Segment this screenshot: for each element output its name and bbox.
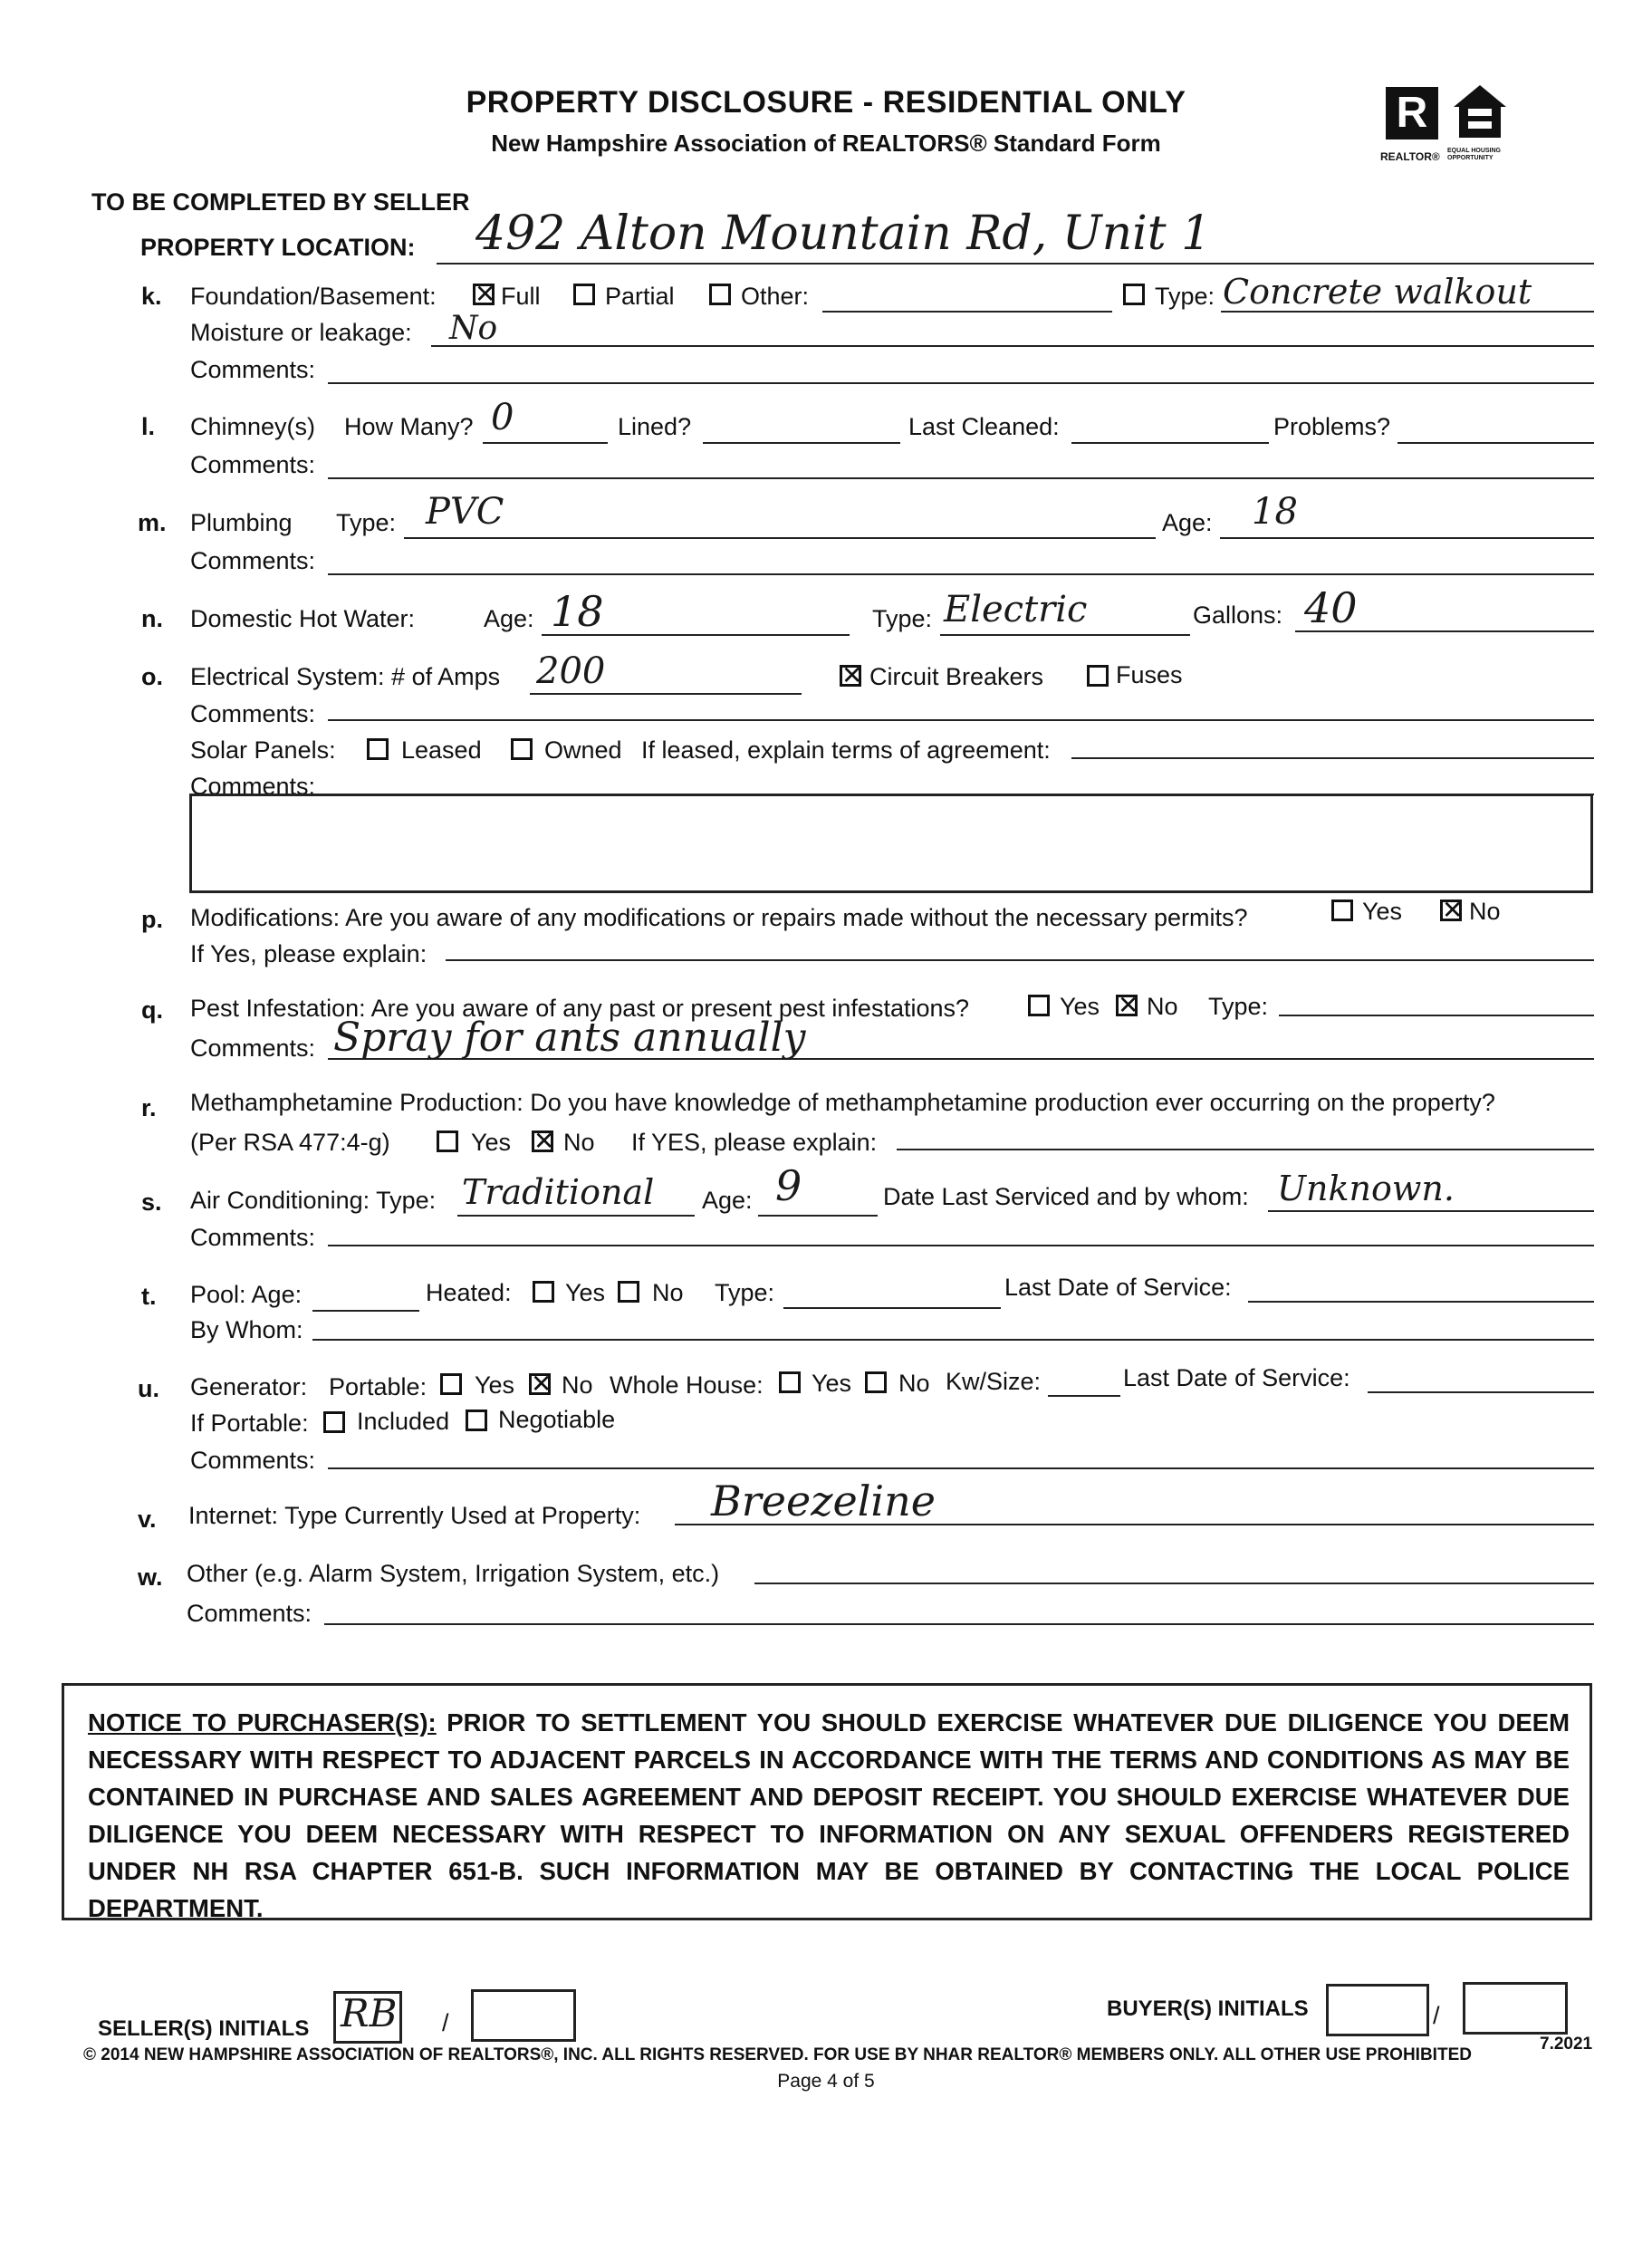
foundation-other-checkbox[interactable] xyxy=(709,284,731,305)
item-l-letter: l. xyxy=(141,413,156,440)
item-u-letter: u. xyxy=(138,1375,159,1402)
item-m-letter: m. xyxy=(138,509,167,536)
foundation-comments-label: Comments: xyxy=(190,356,316,383)
equal-housing-label: EQUAL HOUSING OPPORTUNITY xyxy=(1447,148,1501,161)
foundation-other-label: Other: xyxy=(741,283,810,310)
plumbing-age-value[interactable]: 18 xyxy=(1252,491,1298,533)
modifications-explain-label: If Yes, please explain: xyxy=(190,940,427,967)
chimney-how-many-value[interactable]: 0 xyxy=(491,397,514,438)
hot-water-age-value[interactable]: 18 xyxy=(551,587,604,636)
item-q-letter: q. xyxy=(141,996,163,1024)
generator-label: Generator: xyxy=(190,1373,308,1400)
pest-comments-value[interactable]: Spray for ants annually xyxy=(333,1015,806,1061)
solar-owned-label: Owned xyxy=(544,736,622,764)
hot-water-label: Domestic Hot Water: xyxy=(190,605,416,632)
property-location-value[interactable]: 492 Alton Mountain Rd, Unit 1 xyxy=(475,207,1212,261)
pest-comments-label: Comments: xyxy=(190,1034,316,1062)
generator-portable-no-checkbox[interactable] xyxy=(529,1373,551,1395)
pool-heated-yes-label: Yes xyxy=(565,1279,606,1306)
pest-no-checkbox[interactable] xyxy=(1116,995,1138,1016)
solar-label: Solar Panels: xyxy=(190,736,336,764)
item-t-letter: t. xyxy=(141,1283,157,1310)
moisture-label: Moisture or leakage: xyxy=(190,319,412,346)
meth-rsa-label: (Per RSA 477:4-g) xyxy=(190,1129,390,1156)
seller-initials-box-2[interactable] xyxy=(471,1989,576,2042)
buyer-initials-slash: / xyxy=(1433,2002,1440,2029)
modifications-no-label: No xyxy=(1469,898,1501,925)
solar-leased-terms-label: If leased, explain terms of agreement: xyxy=(641,736,1051,764)
other-label: Other (e.g. Alarm System, Irrigation System, etc.) xyxy=(187,1560,720,1587)
pool-heated-yes-checkbox[interactable] xyxy=(533,1281,554,1303)
modifications-yes-checkbox[interactable] xyxy=(1331,900,1353,921)
meth-yes-label: Yes xyxy=(471,1129,512,1156)
plumbing-label: Plumbing xyxy=(190,509,293,536)
seller-initials-slash: / xyxy=(442,2009,449,2036)
ac-age-label: Age: xyxy=(702,1187,753,1214)
foundation-type-label: Type: xyxy=(1155,283,1215,310)
chimney-comments-label: Comments: xyxy=(190,451,316,478)
internet-value[interactable]: Breezeline xyxy=(711,1477,936,1525)
form-subtitle: New Hampshire Association of REALTORS® Standard Form xyxy=(491,130,1161,157)
ac-serviced-label: Date Last Serviced and by whom: xyxy=(883,1183,1249,1210)
fuses-label: Fuses xyxy=(1116,661,1183,688)
moisture-value[interactable]: No xyxy=(449,310,498,347)
foundation-type-value[interactable]: Concrete walkout xyxy=(1223,272,1532,312)
seller-initials-label: SELLER(S) INITIALS xyxy=(98,2016,310,2041)
seller-initials-value: RB xyxy=(341,1991,398,2035)
ac-age-value[interactable]: 9 xyxy=(775,1161,802,1210)
buyer-initials-label: BUYER(S) INITIALS xyxy=(1107,1996,1309,2021)
generator-negotiable-label: Negotiable xyxy=(498,1406,616,1433)
solar-comments-box[interactable] xyxy=(189,794,1593,893)
equal-housing-icon xyxy=(1452,83,1508,140)
hot-water-gallons-value[interactable]: 40 xyxy=(1304,583,1358,632)
pest-type-label: Type: xyxy=(1208,993,1269,1020)
solar-comments-label: Comments: xyxy=(190,773,316,800)
hot-water-gallons-label: Gallons: xyxy=(1193,601,1283,629)
pool-heated-no-checkbox[interactable] xyxy=(618,1281,639,1303)
solar-leased-checkbox[interactable] xyxy=(367,738,389,760)
generator-whole-yes-checkbox[interactable] xyxy=(779,1371,801,1393)
circuit-breakers-label: Circuit Breakers xyxy=(869,663,1044,690)
pool-type-label: Type: xyxy=(715,1279,775,1306)
hot-water-type-label: Type: xyxy=(872,605,933,632)
item-n-letter: n. xyxy=(141,605,163,632)
generator-whole-no-label: No xyxy=(898,1370,930,1397)
meth-explain-label: If YES, please explain: xyxy=(631,1129,878,1156)
generator-portable-yes-label: Yes xyxy=(475,1371,515,1399)
modifications-yes-label: Yes xyxy=(1362,898,1403,925)
electrical-amps-value[interactable]: 200 xyxy=(536,650,606,692)
electrical-comments-label: Comments: xyxy=(190,700,316,727)
generator-comments-label: Comments: xyxy=(190,1447,316,1474)
foundation-partial-checkbox[interactable] xyxy=(573,284,595,305)
pest-label: Pest Infestation: Are you aware of any past or present pest infestations? xyxy=(190,995,970,1022)
pest-yes-checkbox[interactable] xyxy=(1028,995,1050,1016)
pool-heated-label: Heated: xyxy=(426,1279,512,1306)
property-location-label: PROPERTY LOCATION: xyxy=(140,234,416,261)
generator-if-portable-label: If Portable: xyxy=(190,1410,309,1437)
realtor-logo-icon: R xyxy=(1386,87,1438,140)
solar-leased-label: Leased xyxy=(401,736,482,764)
ac-type-value[interactable]: Traditional xyxy=(462,1172,655,1212)
chimney-label: Chimney(s) xyxy=(190,413,316,440)
other-comments-label: Comments: xyxy=(187,1600,312,1627)
notice-heading: NOTICE TO PURCHASER(S): xyxy=(88,1708,437,1737)
hot-water-type-value[interactable]: Electric xyxy=(944,589,1088,630)
solar-owned-checkbox[interactable] xyxy=(511,738,533,760)
item-r-letter: r. xyxy=(141,1094,157,1121)
generator-portable-yes-checkbox[interactable] xyxy=(440,1373,462,1395)
item-v-letter: v. xyxy=(138,1506,157,1533)
generator-portable-label: Portable: xyxy=(329,1373,427,1400)
notice-to-purchaser xyxy=(62,1683,1592,1920)
generator-kw-label: Kw/Size: xyxy=(946,1368,1042,1395)
pest-no-label: No xyxy=(1147,993,1178,1020)
chimney-lined-label: Lined? xyxy=(618,413,692,440)
modifications-no-checkbox[interactable] xyxy=(1440,900,1462,921)
chimney-how-many-label: How Many? xyxy=(344,413,474,440)
foundation-type-checkbox[interactable] xyxy=(1123,284,1145,305)
pool-last-service-label: Last Date of Service: xyxy=(1004,1274,1232,1301)
item-w-letter: w. xyxy=(138,1563,163,1591)
fuses-checkbox[interactable] xyxy=(1087,665,1109,687)
generator-portable-no-label: No xyxy=(562,1371,593,1399)
foundation-partial-label: Partial xyxy=(605,283,675,310)
generator-whole-no-checkbox[interactable] xyxy=(865,1371,887,1393)
generator-included-checkbox[interactable] xyxy=(323,1411,345,1433)
foundation-full-label: Full xyxy=(501,283,541,310)
circuit-breakers-checkbox[interactable] xyxy=(840,665,861,687)
item-p-letter: p. xyxy=(141,906,163,933)
generator-whole-house-label: Whole House: xyxy=(610,1371,764,1399)
chimney-problems-label: Problems? xyxy=(1273,413,1391,440)
buyer-initials-box-1[interactable] xyxy=(1326,1984,1429,2036)
notice-text: PRIOR TO SETTLEMENT YOU SHOULD EXERCISE WHATEVER DUE DILIGENCE YOU DEEM NECESSARY WITH RESPECT TO ADJACENT PARCELS IN ACCORDANCE WITH THE TERMS AND CONDITIONS AS MAY BE CONTAINED IN PURCHASE AND SALES AGREEMENT AND DEPOSIT RECEIPT. YOU SHOULD EXERCISE WHATEVER DUE DILIGENCE YOU DEEM NECESSARY WITH RESPECT TO INFORMATION ON ANY SEXUAL OFFENDERS REGISTERED UNDER NH RSA CHAPTER 651-B. SUCH INFORMATION MAY BE OBTAINED BY CONTACTING THE LOCAL POLICE DEPARTMENT. xyxy=(88,1708,1570,1922)
hot-water-age-label: Age: xyxy=(484,605,534,632)
meth-no-label: No xyxy=(563,1129,595,1156)
meth-label: Methamphetamine Production: Do you have knowledge of methamphetamine production ever occurring on the property? xyxy=(190,1089,1495,1116)
generator-included-label: Included xyxy=(357,1408,450,1435)
item-k-letter: k. xyxy=(141,283,162,310)
generator-last-service-label: Last Date of Service: xyxy=(1123,1364,1350,1391)
item-s-letter: s. xyxy=(141,1188,162,1216)
foundation-label: Foundation/Basement: xyxy=(190,283,437,310)
meth-yes-checkbox[interactable] xyxy=(437,1130,458,1152)
foundation-full-checkbox[interactable] xyxy=(473,284,495,305)
form-version: 7.2021 xyxy=(1540,2035,1593,2054)
modifications-label: Modifications: Are you aware of any modifications or repairs made without the necessary permits? xyxy=(190,904,1248,931)
ac-serviced-value[interactable]: Unknown. xyxy=(1277,1169,1455,1208)
internet-label: Internet: Type Currently Used at Property: xyxy=(188,1502,641,1529)
buyer-initials-box-2[interactable] xyxy=(1463,1982,1568,2035)
meth-no-checkbox[interactable] xyxy=(532,1130,553,1152)
pool-age-label: Pool: Age: xyxy=(190,1281,303,1308)
generator-negotiable-checkbox[interactable] xyxy=(466,1410,487,1431)
copyright-footer: © 2014 NEW HAMPSHIRE ASSOCIATION OF REALTORS®, INC. ALL RIGHTS RESERVED. FOR USE BY NHAR REALTOR® MEMBERS ONLY. ALL OTHER USE PROHIBITED xyxy=(83,2045,1472,2064)
form-title: PROPERTY DISCLOSURE - RESIDENTIAL ONLY xyxy=(466,85,1186,120)
seller-heading: TO BE COMPLETED BY SELLER xyxy=(91,188,470,216)
generator-whole-yes-label: Yes xyxy=(812,1370,852,1397)
realtor-label: REALTOR® xyxy=(1380,150,1440,163)
ac-comments-label: Comments: xyxy=(190,1224,316,1251)
plumbing-comments-label: Comments: xyxy=(190,547,316,574)
electrical-label: Electrical System: # of Amps xyxy=(190,663,501,690)
chimney-last-cleaned-label: Last Cleaned: xyxy=(908,413,1060,440)
page-number: Page 4 of 5 xyxy=(777,2071,875,2092)
plumbing-type-label: Type: xyxy=(336,509,397,536)
plumbing-type-value[interactable]: PVC xyxy=(426,491,504,533)
plumbing-age-label: Age: xyxy=(1162,509,1213,536)
pest-yes-label: Yes xyxy=(1060,993,1100,1020)
ac-label: Air Conditioning: Type: xyxy=(190,1187,437,1214)
pool-heated-no-label: No xyxy=(652,1279,684,1306)
item-o-letter: o. xyxy=(141,663,163,690)
pool-by-whom-label: By Whom: xyxy=(190,1316,303,1343)
